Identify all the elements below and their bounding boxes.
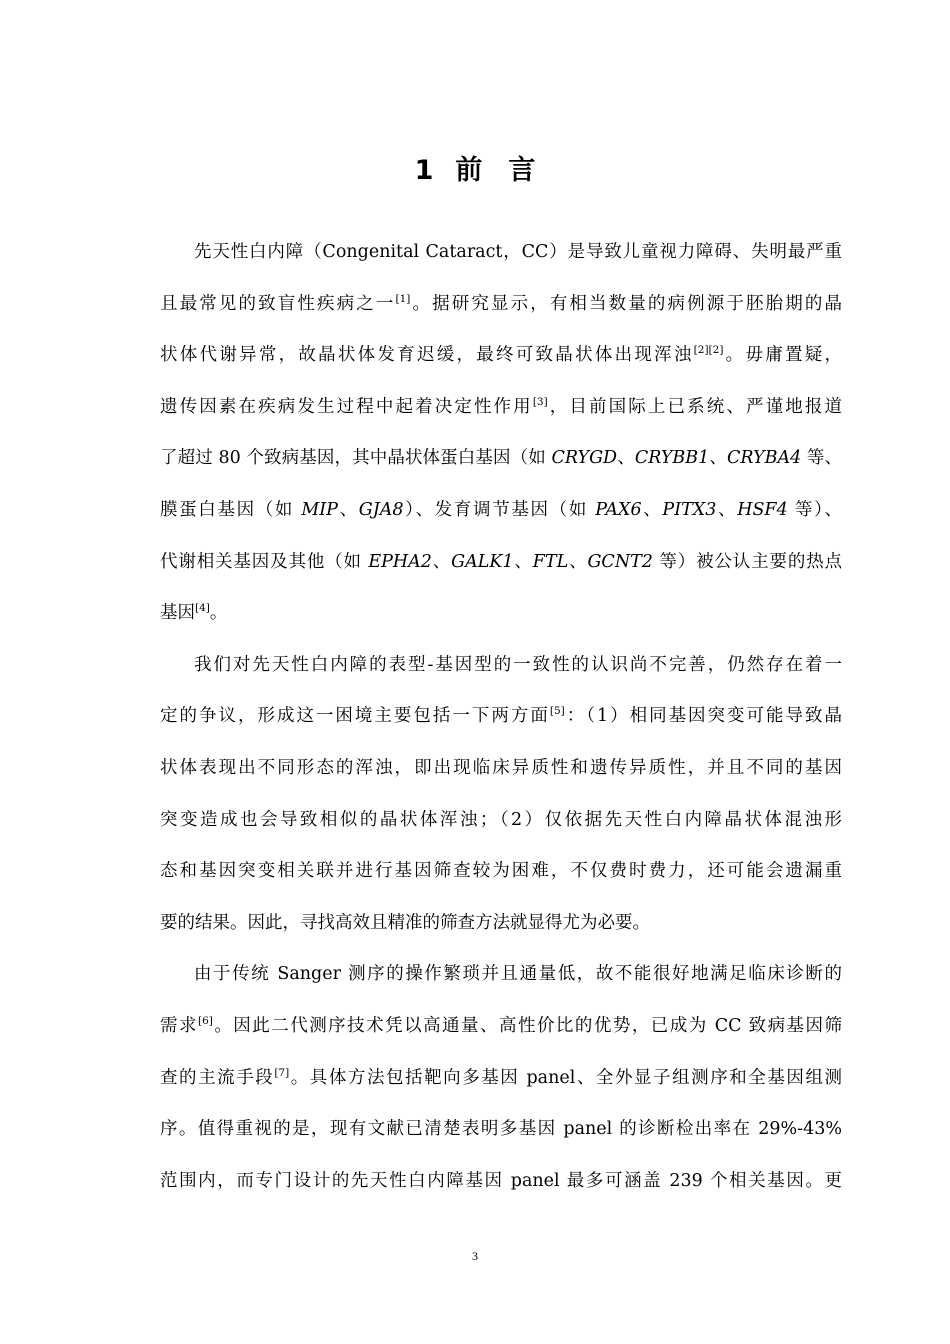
text-line: 序。值得重视的是，现有文献已清楚表明多基因 panel 的诊断检出率在 29%-43% <box>160 1119 842 1140</box>
text-line: 我们对先天性白内障的表型-基因型的一致性的认识尚不完善，仍然存在着一 <box>194 654 842 675</box>
body-text <box>160 234 842 1214</box>
gene-name: CRYBA4 <box>727 448 802 469</box>
text-line: 且最常见的致盲性疾病之一[1]。据研究显示，有相当数量的病例源于胚胎期的晶 <box>160 292 843 314</box>
text-line: 要的结果。因此，寻找高效且精准的筛查方法就显得尤为必要。 <box>160 912 650 933</box>
text-line: 代谢相关基因及其他（如 EPHA2、GALK1、FTL、GCNT2 等）被公认主要的热点 <box>160 551 843 572</box>
text-line: 范围内，而专门设计的先天性白内障基因 panel 最多可涵盖 239 个相关基因。更 <box>160 1170 842 1191</box>
gene-name: GALK1 <box>451 551 514 572</box>
citation: [2][2] <box>693 344 724 357</box>
gene-name: PAX6 <box>595 499 642 520</box>
text-line: 了超过 80 个致病基因，其中晶状体蛋白基因（如 CRYGD、CRYBB1、CRYBA4 等、 <box>160 448 843 469</box>
citation: [4] <box>195 602 210 615</box>
gene-name: GJA8 <box>358 499 404 520</box>
gene-name: EPHA2 <box>368 551 432 572</box>
gene-name: CRYGD <box>551 448 618 469</box>
citation: [5] <box>549 705 565 718</box>
gene-name: CRYBB1 <box>634 448 710 469</box>
citation: [6] <box>197 1014 213 1027</box>
text-line: 状体表现出不同形态的浑浊，即出现临床异质性和遗传异质性，并且不同的基因 <box>160 757 842 778</box>
gene-name: MIP <box>301 499 338 520</box>
citation: [3] <box>532 395 548 408</box>
page-number: 3 <box>472 1249 478 1263</box>
text-line: 遗传因素在疾病发生过程中起着决定性作用[3]，目前国际上已系统、严谨地报道 <box>160 395 843 417</box>
text-line: 先天性白内障（Congenital Cataract，CC）是导致儿童视力障碍、失明最严重 <box>194 242 842 262</box>
citation: [7] <box>274 1066 290 1079</box>
text-line: 状体代谢异常，故晶状体发育迟缓，最终可致晶状体出现浑浊[2][2]。毋庸置疑， <box>160 344 843 366</box>
text-line: 需求[6]。因此二代测序技术凭以高通量、高性价比的优势，已成为 CC 致病基因筛 <box>160 1014 843 1036</box>
text-line: 膜蛋白基因（如 MIP、GJA8）、发育调节基因（如 PAX6、PITX3、HSF4 等）、 <box>160 499 842 520</box>
section-title <box>0 148 950 187</box>
text-line: 态和基因突变相关联并进行基因筛查较为困难，不仅费时费力，还可能会遗漏重 <box>160 861 842 882</box>
section-number: 1 <box>414 155 434 186</box>
gene-name: HSF4 <box>737 499 788 520</box>
gene-name: FTL <box>532 551 569 572</box>
section-title-char-2: 言 <box>508 155 536 186</box>
text-line: 查的主流手段[7]。具体方法包括靶向多基因 panel、全外显子组测序和全基因组测 <box>160 1066 843 1088</box>
gene-name: GCNT2 <box>587 551 653 572</box>
text-line: 由于传统 Sanger 测序的操作繁琐并且通量低，故不能很好地满足临床诊断的 <box>194 964 842 985</box>
citation: [1] <box>395 292 411 305</box>
text-line: 基因[4]。 <box>160 602 228 624</box>
gene-name: PITX3 <box>662 499 717 520</box>
text-line: 突变造成也会导致相似的晶状体浑浊；（2）仅依据先天性白内障晶状体混浊形 <box>160 809 842 830</box>
section-title-char-1: 前 <box>455 155 483 186</box>
text-line: 定的争议，形成这一困境主要包括一下两方面[5]：（1）相同基因突变可能导致晶 <box>160 705 843 727</box>
